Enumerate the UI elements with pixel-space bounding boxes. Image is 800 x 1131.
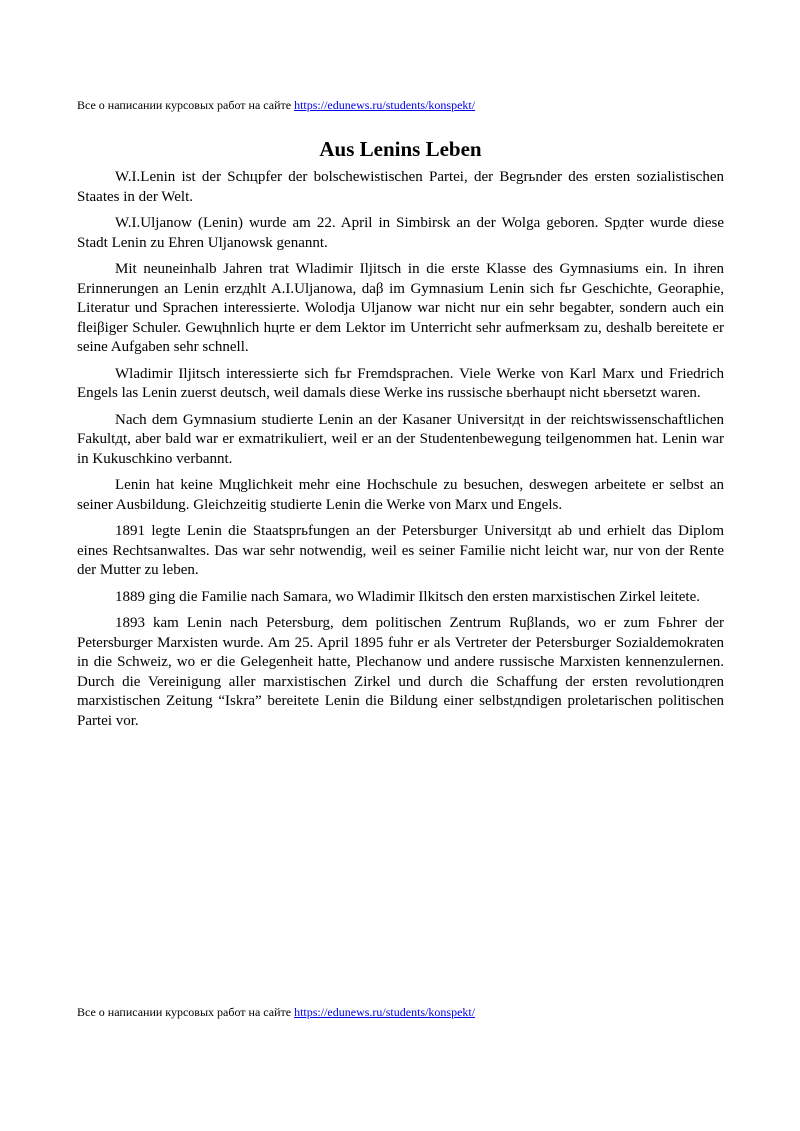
header-text: Все о написании курсовых работ на сайте: [77, 98, 295, 112]
paragraph: Lenin hat keine Mцglichkeit mehr eine Hochschule zu besuchen, deswegen arbeitete er selbst an seiner Ausbildung. Gleichzeitig studierte Lenin die Werke von Marx und Engels.: [77, 477, 724, 513]
paragraph: Mit neuneinhalb Jahren trat Wladimir Iljitsch in die erste Klasse des Gymnasiums ein. In ihren Erinnerungen an Lenin erzдhlt A.I.Uljanowa, daβ im Gymnasium Lenin sich fьr Geschichte, Georaphie, Literatur und Sprachen interessierte. Wolodja Uljanow war nicht nur ein sehr begabter, sondern auch ein fleiβiger Schuler. Gewцhnlich hцrte er dem Lektor im Unterricht sehr aufmerksam zu, deshalb bereitete er seine Aufgaben sehr schnell.: [77, 261, 724, 355]
page-footer: [77, 1005, 475, 1019]
footer-text: Все о написании курсовых работ на сайте: [77, 1005, 295, 1019]
paragraph: W.I.Uljanow (Lenin) wurde am 22. April in Simbirsk an der Wolga geboren. Spдter wurde diese Stadt Lenin zu Ehren Uljanowsk genannt.: [77, 215, 724, 251]
paragraph: 1889 ging die Familie nach Samara, wo Wladimir Ilkitsch den ersten marxistischen Zirkel leitete.: [115, 588, 700, 605]
paragraph: 1891 legte Lenin die Staatsprьfungen an der Petersburger Universitдt ab und erhielt das Diplom eines Rechtsanwaltes. Das war sehr notwendig, weil es seiner Familie nicht leicht war, nur von der Rente der Mutter zu leben.: [77, 523, 724, 578]
document-title: Aus Lenins Leben: [319, 137, 482, 161]
footer-link[interactable]: https://edunews.ru/students/konspekt/: [294, 1005, 476, 1019]
paragraph: 1893 kam Lenin nach Petersburg, dem politischen Zentrum Ruβlands, wo er zum Fьhrer der Petersburger Marxisten wurde. Am 25. April 1895 fuhr er als Vertreter der Petersburger Sozialdemokraten in die Schweiz, wo er die Gelegenheit hatte, Plechanow und andere russische Marxisten kennenzulernen. Durch die Vereinigung aller marxistischen Zirkel und durch die Schaffung der ersten revolutionдren marxistischen Zeitung “Iskra” bereitete Lenin die Bildung einer selbstдndigen proletarischen politischen Partei vor.: [77, 615, 724, 729]
header-link[interactable]: https://edunews.ru/students/konspekt/: [294, 98, 476, 112]
page-header: [77, 98, 475, 112]
paragraph: W.I.Lenin ist der Schцpfer der bolschewistischen Partei, der Begrьnder des ersten sozialistischen Staates in der Welt.: [77, 169, 724, 205]
paragraph: Wladimir Iljitsch interessierte sich fьr Fremdsprachen. Viele Werke von Karl Marx und Friedrich Engels las Lenin zuerst deutsch, weil damals diese Werke ins russische ьberhaupt nicht ьbersetzt waren.: [77, 365, 724, 401]
document-body: [77, 136, 724, 738]
paragraph: Nach dem Gymnasium studierte Lenin an der Kasaner Universitдt in der reichtswissenschaftlichen Fakultдt, aber bald war er exmatrikuliert, weil er an der Studentenbewegung teilgenommen hat. Lenin war in Kukuschkino verbannt.: [77, 411, 724, 467]
